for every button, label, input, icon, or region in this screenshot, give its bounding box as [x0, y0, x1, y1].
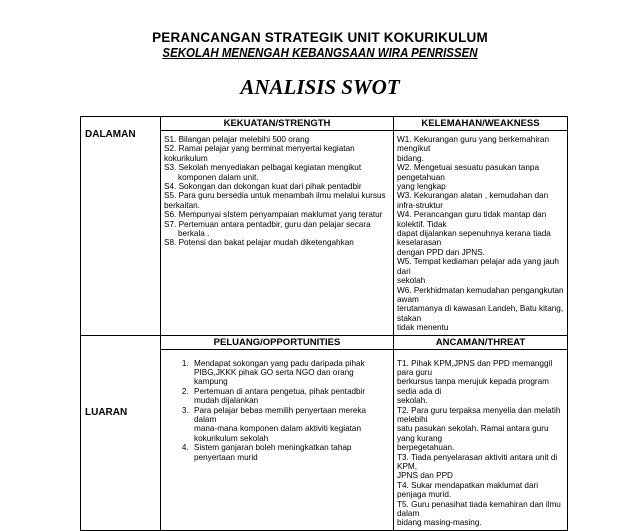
weakness-line: tidak menentu	[397, 323, 449, 333]
threat-line: T3. Tiada penyelarasan aktiviti antara unit di KPM,	[397, 452, 558, 471]
threat-list	[394, 350, 567, 530]
weakness-line: W6. Perkhidmatan kemudahan pengangkutan awam	[397, 285, 564, 304]
strength-line: S1. Bilangan pelajar melebihi 500 orang	[164, 135, 310, 144]
strength-line: berkala .	[178, 229, 210, 239]
opportunities-cell	[161, 335, 394, 530]
opportunities-heading: PELUANG/OPPORTUNITIES	[161, 336, 393, 350]
weakness-line: W3. Kekurangan alatan , kemudahan dan infra-struktur	[397, 191, 549, 210]
weakness-line: sekolah	[397, 276, 426, 286]
strength-line: S4. Sokongan dan dokongan kuat dari pihak pentadbir	[164, 182, 362, 192]
threat-line: satu pasukan sekolah. Ramai antara guru yang kurang	[397, 424, 549, 443]
strength-line: S8. Potensi dan bakat pelajar mudah diketengahkan	[164, 238, 354, 248]
swot-table	[80, 116, 568, 531]
opportunity-item: 2. Pertemuan di antara pengetua, pihak pentadbir mudah dijalankan	[191, 387, 390, 406]
strength-line: kokurikulum	[164, 153, 208, 163]
luaran-row	[81, 335, 568, 530]
strength-line: S6. Mempunyai sIstem penyampaian maklumat yang teratur	[164, 210, 383, 220]
document-title: PERANCANGAN STRATEGIK UNIT KOKURIKULUM	[152, 30, 488, 45]
threat-line: bidang masing-masing.	[397, 518, 482, 528]
threat-line: berkursus tanpa merujuk kepada program sedia ada di	[397, 377, 550, 396]
strength-line: S2. Ramai pelajar yang berminat menyertai kegiatan	[164, 144, 355, 154]
row-label-luaran: LUARAN	[81, 335, 161, 530]
threat-line: T2. Para guru terpaksa menyelia dan melatih melebihi	[397, 405, 561, 424]
strength-cell	[161, 117, 394, 336]
strength-line: S5. Para guru bersedia untuk menambah ilmu melalui kursus	[164, 191, 386, 201]
threat-line: T5. Guru penasihat tiada kemahiran dan ilmu dalam	[397, 499, 561, 519]
weakness-line: W2. Mengetuai sesuatu pasukan tanpa pengetahuan	[397, 163, 540, 182]
weakness-line: W5. Tempat kediaman pelajar ada yang jauh dari	[397, 257, 559, 276]
row-label-dalaman: DALAMAN	[81, 117, 161, 336]
school-name: SEKOLAH MENENGAH KEBANGSAAN WIRA PENRISSEN	[162, 46, 478, 60]
opportunity-item: 4. Sistem ganjaran boleh meningkatkan tahap penyertaan murid	[191, 443, 390, 462]
opportunity-item: 1. Mendapat sokongan yang padu daripada pihak PIBG,JKKK pihak GO serta NGO dan orang kampung	[191, 359, 390, 387]
strength-list	[161, 131, 393, 250]
opportunities-list	[161, 350, 393, 464]
weakness-line: dapat dijalankan sepenuhnya kerana tiada keselarasan	[397, 229, 551, 248]
weakness-line: dengan PPD dan JPNS.	[397, 247, 485, 257]
threat-line: JPNS dan PPD	[397, 471, 453, 481]
weakness-cell	[394, 117, 568, 336]
strength-line: komponen dalam unit.	[178, 172, 259, 182]
opportunity-item: 3. Para pelajar bebas memilih penyertaan mereka dalam mana-mana komponen dalam aktiviti kegiatan kokurikulum sekolah	[191, 406, 390, 444]
strength-heading: KEKUATAN/STRENGTH	[161, 117, 393, 131]
strength-line: berkaitan.	[164, 200, 200, 210]
threat-cell	[394, 335, 568, 530]
threat-line: berpegetahuan.	[397, 443, 455, 453]
strength-line: S7. Pertemuan antara pentadbir, guru dan pelajar secara	[164, 219, 371, 229]
weakness-line: W1. Kekurangan guru yang berkemahiran mengikut	[397, 135, 550, 154]
threat-line: T4. Sukar mendapatkan maklumat dari penjaga murid.	[397, 480, 539, 500]
threat-heading: ANCAMAN/THREAT	[394, 336, 567, 350]
dalaman-row	[81, 117, 568, 336]
analysis-title: ANALISIS SWOT	[240, 75, 400, 99]
strength-line: S3. Sekolah menyediakan pelbagai kegiatan mengikut	[164, 163, 362, 173]
weakness-line: terutamanya di kawasan Landeh, Batu kitang, stakan	[397, 304, 564, 323]
threat-line: T1. Pihak KPM,JPNS dan PPD memanggil para guru	[397, 358, 553, 377]
weakness-line: yang lengkap	[397, 182, 446, 192]
weakness-line: bidang.	[397, 153, 424, 163]
weakness-list	[394, 131, 567, 335]
weakness-line: W4. Perancangan guru tidak mantap dan kolektif. Tidak	[397, 210, 547, 229]
threat-line: sekolah.	[397, 396, 428, 406]
weakness-heading: KELEMAHAN/WEAKNESS	[394, 117, 567, 131]
